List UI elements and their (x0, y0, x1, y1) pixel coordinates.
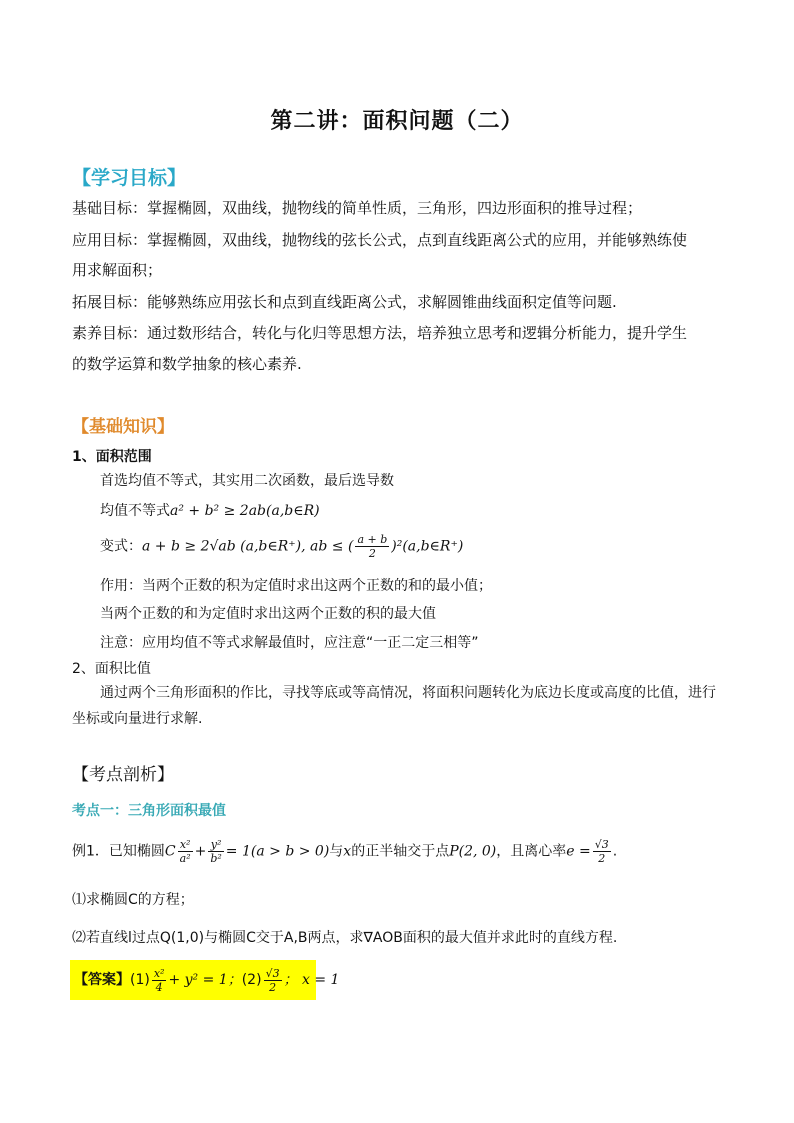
item1-title: 1、面积范围 (72, 449, 152, 465)
inequality-label: 均值不等式 (100, 503, 170, 519)
ellipse-y-den: b² (210, 852, 222, 865)
question-2: ⑵若直线l过点Q(1,0)与椭圆C交于A,B两点，求∇AOB面积的最大值并求此时的直线方程. (72, 930, 618, 946)
kaodian-title: 考点一：三角形面积最值 (72, 803, 226, 819)
goal-line: 基础目标：掌握椭圆，双曲线，抛物线的简单性质，三角形，四边形面积的推导过程； (72, 199, 643, 217)
point-p: P(2, 0) (449, 843, 497, 860)
example-mid: 与 (329, 843, 344, 860)
page-title: 第二讲：面积问题（二） (270, 109, 524, 134)
analysis-heading: 【考点剖析】 (72, 765, 174, 785)
ellipse-y-fraction (208, 838, 223, 865)
basics-heading: 【基础知识】 (72, 417, 174, 437)
variant-formula-b: )²(a,b∈R⁺) (391, 538, 464, 555)
goal-line: 的数学运算和数学抽象的核心素养. (72, 355, 302, 373)
answer-fraction-1-num: x² (153, 966, 165, 980)
x-axis-var: x (343, 843, 352, 860)
basics-line: 当两个正数的和为定值时求出这两个正数的积的最大值 (100, 606, 436, 622)
inequality-line (100, 501, 320, 521)
item2-title: 2、面积比值 (72, 661, 151, 677)
eccentricity-var: e = (566, 843, 591, 860)
goal-line: 拓展目标：能够熟练应用弦长和点到直线距离公式，求解圆锥曲线面积定值等问题. (72, 293, 617, 311)
answer-label: 【答案】 (74, 972, 130, 988)
variant-label: 变式： (100, 538, 142, 555)
answer-fraction-2-num: √3 (265, 966, 280, 980)
answer-fraction-1 (152, 967, 167, 994)
answer-fraction-1-den: 4 (155, 980, 163, 994)
answer-part1-label: (1) (130, 972, 150, 988)
variant-line (100, 533, 463, 560)
variant-fraction (355, 533, 389, 560)
basics-line: 首选均值不等式，其实用二次函数，最后选导数 (100, 473, 394, 489)
goal-line: 素养目标：通过数形结合，转化与化归等思想方法，培养独立思考和逻辑分析能力，提升学生 (72, 324, 688, 342)
variant-formula-a: a + b ≥ 2√ab (a,b∈R⁺), ab ≤ ( (142, 538, 354, 555)
basics-line: 注意：应用均值不等式求解最值时，应注意“一正二定三相等” (100, 635, 479, 651)
ellipse-x-fraction (178, 838, 193, 865)
ellipse-x-den: a² (179, 852, 191, 865)
basics-line: 通过两个三角形面积的作比，寻找等底或等高情况，将面积问题转化为底边长度或高度的比值，进行 (100, 685, 716, 701)
learning-goals-heading: 【学习目标】 (72, 167, 187, 189)
answer-fraction-2 (264, 967, 282, 994)
goal-line: 用求解面积； (72, 261, 163, 279)
answer-part2-label: (2) (241, 972, 262, 988)
answer-part2-rest: ； x = 1 (283, 972, 340, 988)
eccentricity-den: 2 (598, 852, 606, 865)
example-prefix: 例1．已知椭圆 (72, 843, 165, 860)
ellipse-y-num: y² (208, 838, 223, 852)
ellipse-rest: = 1(a > b > 0) (225, 843, 330, 860)
goal-line: 应用目标：掌握椭圆，双曲线，抛物线的弦长公式，点到直线距离公式的应用，并能够熟练使 (72, 231, 688, 249)
inequality-formula: a² + b² ≥ 2ab(a,b∈R) (170, 503, 320, 519)
eccentricity-fraction (593, 838, 611, 865)
answer-fraction-2-den: 2 (269, 980, 277, 994)
basics-line: 坐标或向量进行求解. (72, 711, 203, 727)
question-1: ⑴求椭圆C的方程； (72, 892, 194, 908)
answer-part1-rest: + y² = 1； (168, 972, 242, 988)
ellipse-name: C (164, 843, 176, 860)
example-line: 例1．已知椭圆C $\frac{\text{x²}}{\text{a²}}$ + $\frac{\text{y²}}{\text{b²}}$ = 1(a > b > 0)与x的正半轴交于点P(2, 0)，且离心率e = $\frac{√3}{2}$ . (72, 838, 618, 865)
ellipse-x-num: x² (178, 838, 193, 852)
example-mid3: ，且离心率 (496, 843, 567, 860)
eccentricity-num: √3 (594, 838, 609, 851)
answer-line (74, 965, 339, 995)
variant-fraction-den: 2 (368, 547, 376, 560)
example-mid2: 的正半轴交于点 (351, 843, 450, 860)
basics-line: 作用：当两个正数的积为定值时求出这两个正数的和的最小值； (100, 578, 492, 594)
variant-fraction-num: a + b (357, 533, 388, 546)
